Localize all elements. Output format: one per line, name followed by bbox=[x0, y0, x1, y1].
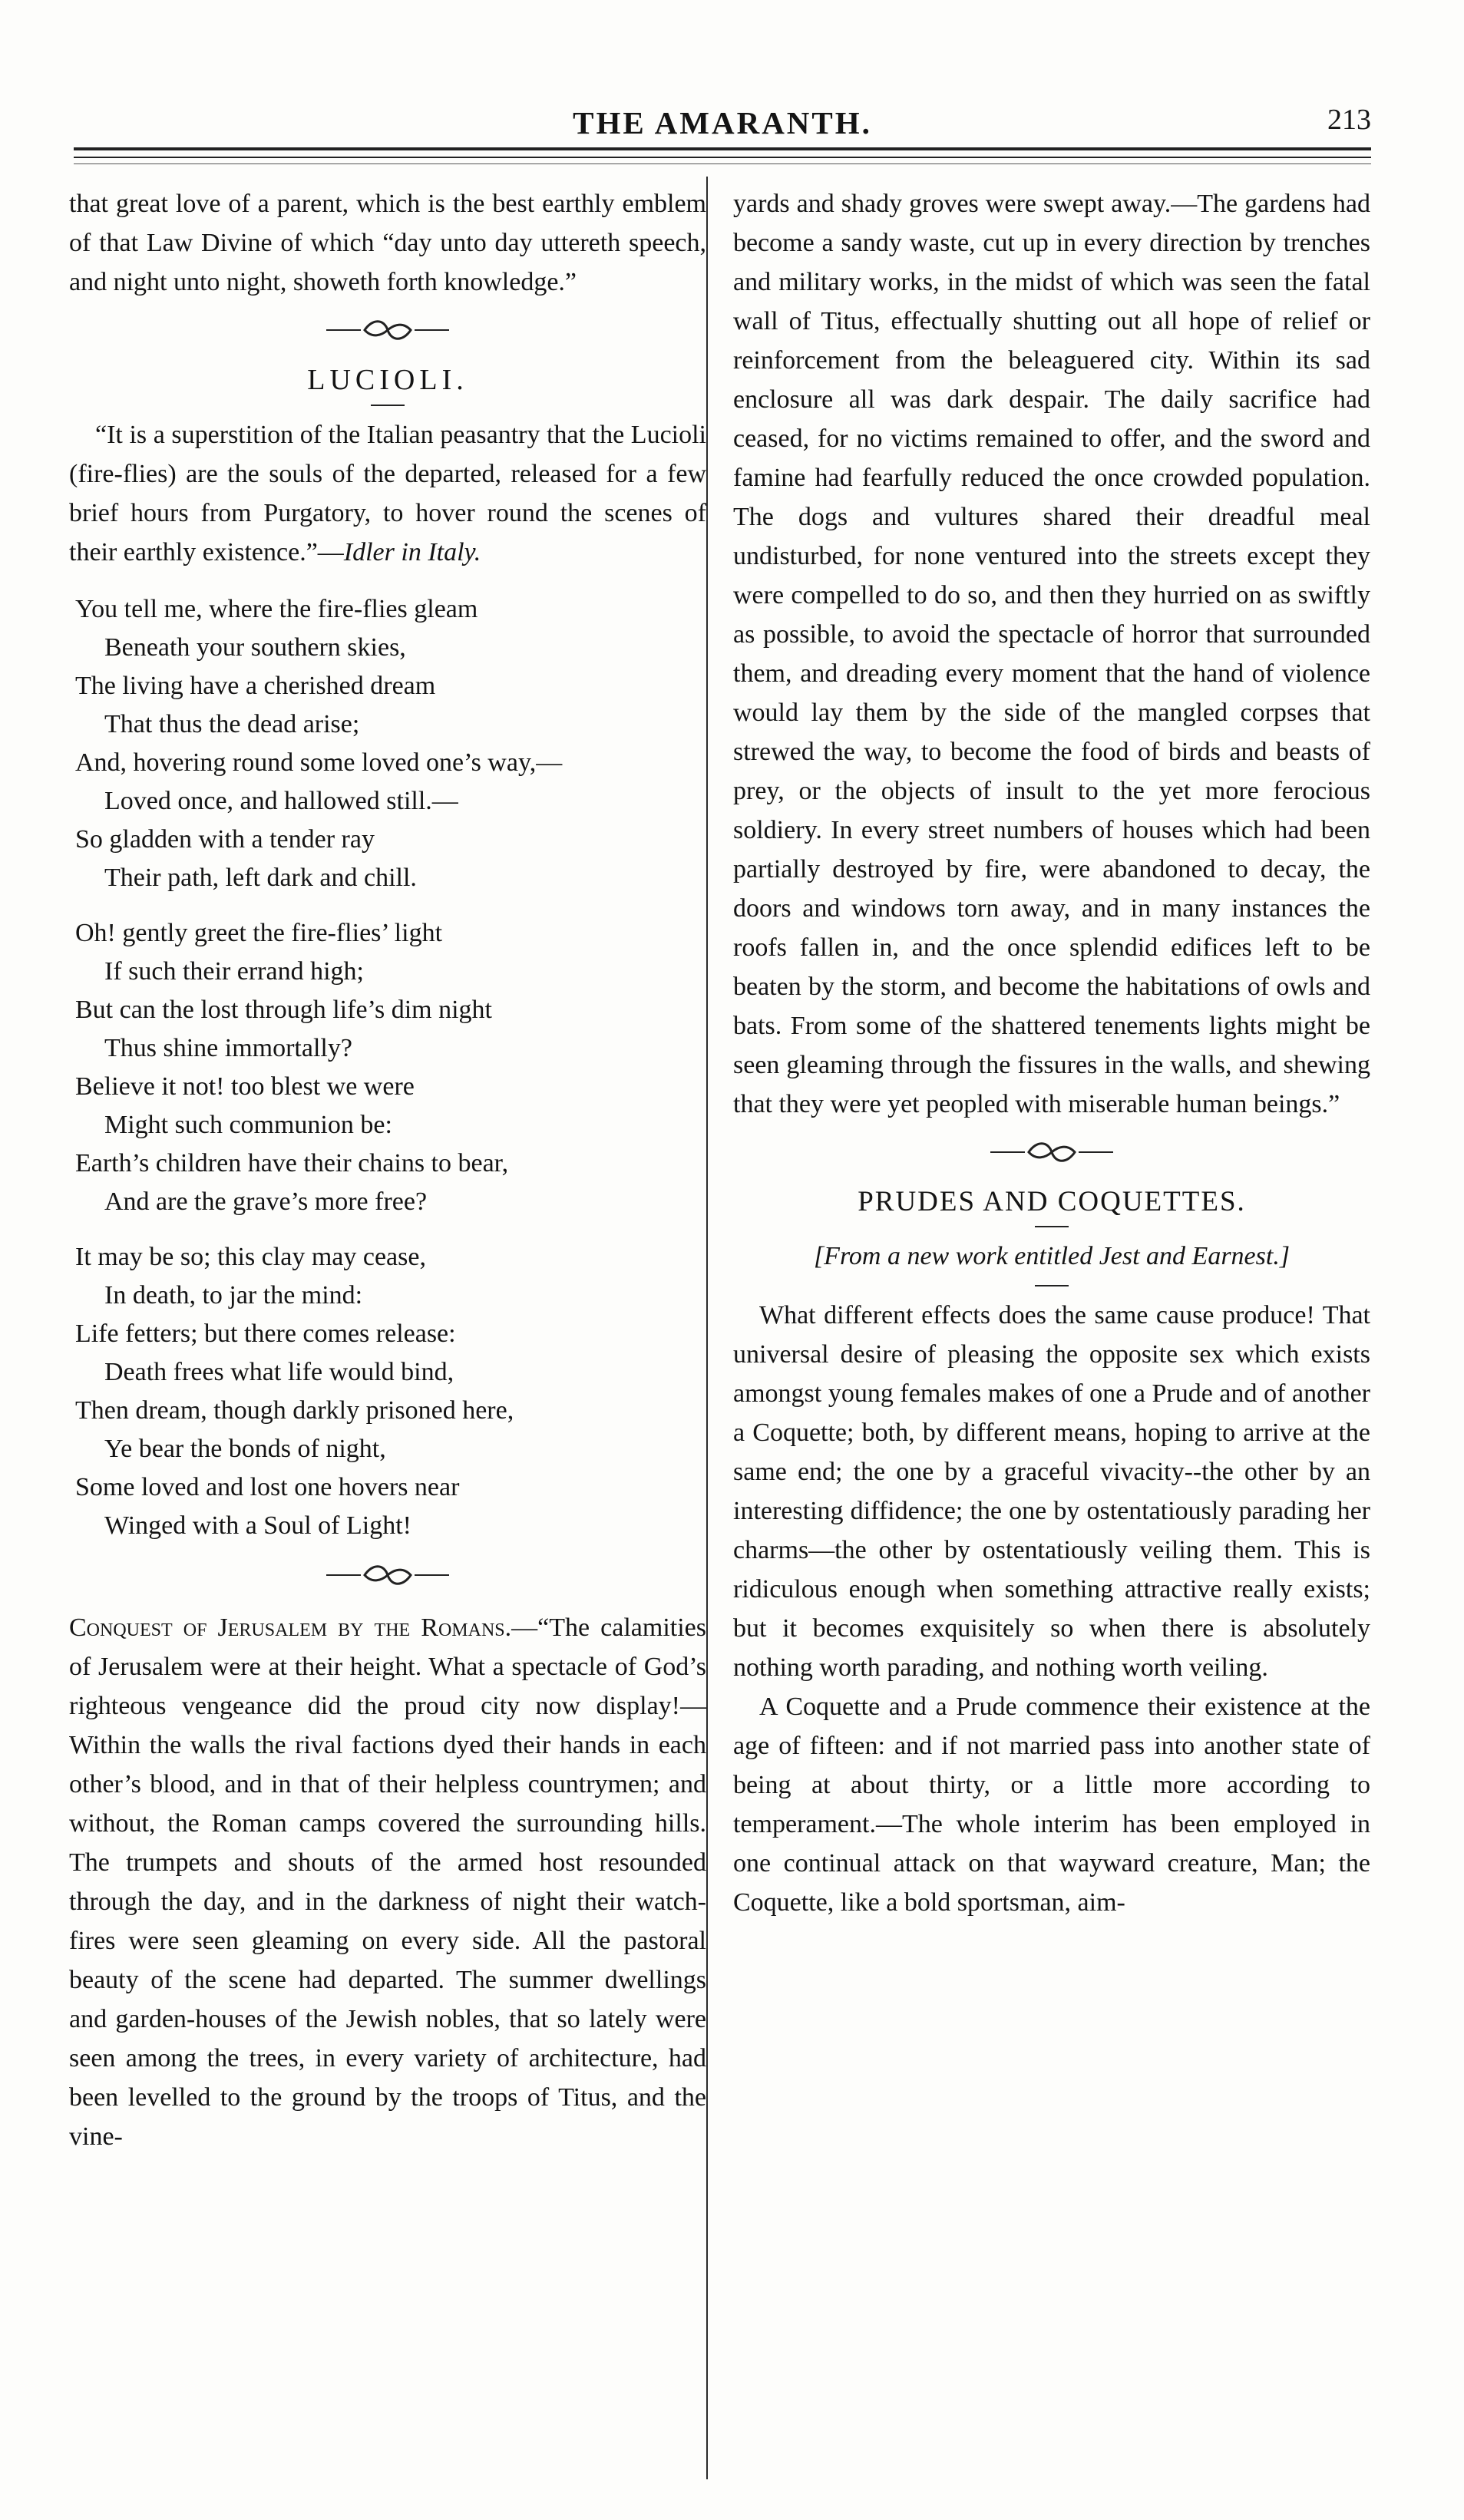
verse-line: Might such communion be: bbox=[104, 1111, 392, 1139]
journal-title: THE AMARANTH. bbox=[573, 105, 872, 140]
verse-line: You tell me, where the fire-flies gleam bbox=[75, 595, 478, 623]
header-rule bbox=[74, 163, 1371, 164]
verse-line: Loved once, and hallowed still.— bbox=[104, 787, 458, 815]
poem-stanza bbox=[69, 914, 706, 1221]
article-paragraph: What different effects does the same cause produce! That universal desire of pleasing the opposite sex which exists amongst young females makes of one a Prude and of another a Coquette; both, by different means, hoping to arrive at the same end; the one by a graceful vivacity--the other by an interesting diffidence; the one by ostentatiously parading her charms—the other by ostentatiously veiling them. This is ridiculous enough when something attractive really exists; but it becomes exquisitely so when there is absolutely nothing worth parading, and nothing worth veiling. bbox=[733, 1301, 1370, 1682]
ornament-divider bbox=[69, 1562, 706, 1588]
verse-line: If such their errand high; bbox=[104, 957, 364, 986]
poem-title: LUCIOLI. bbox=[307, 364, 468, 396]
ornament-divider bbox=[69, 317, 706, 343]
conquest-text: —“The calamities of Jerusalem were at their height. What a spectacle of God’s righteous vengeance did the proud city now display!—Within the walls the rival factions dyed their hands in each other’s blood, and in that of their helpless countrymen; and without, the Roman camps covered the surrounding hills. The trumpets and shouts of the armed host resounded through the day, and in the darkness of night their watch-fires were seen gleaming on every side. All the pastoral beauty of the scene had departed. The summer dwellings and garden-houses of the Jewish nobles, that so lately were seen among the trees, in every variety of architecture, had been levelled to the ground by the troops of Titus, and the vine- bbox=[69, 1613, 707, 2151]
epigraph-text: “It is a superstition of the Italian peasantry that the Lucioli (fire-flies) are the souls of the departed, released for a few brief hours from Purgatory, to hover round the scenes of their earthly existence.”— bbox=[69, 421, 706, 566]
poem-stanza bbox=[69, 590, 706, 897]
title-rule bbox=[1035, 1226, 1069, 1227]
page-number: 213 bbox=[1327, 104, 1371, 136]
title-rule bbox=[1035, 1285, 1069, 1286]
verse-line: That thus the dead arise; bbox=[104, 710, 360, 738]
verse-line: Life fetters; but there comes release: bbox=[75, 1319, 456, 1348]
verse-line: Then dream, though darkly prisoned here, bbox=[75, 1396, 514, 1425]
verse-line: Ye bear the bonds of night, bbox=[104, 1435, 386, 1463]
poem-stanza bbox=[69, 1238, 706, 1545]
verse-line: It may be so; this clay may cease, bbox=[75, 1243, 426, 1271]
ornament-divider bbox=[733, 1139, 1370, 1165]
header-rule bbox=[74, 157, 1371, 158]
column-divider bbox=[706, 177, 708, 2479]
ornament-flourish-icon bbox=[319, 1562, 457, 1588]
ornament-flourish-icon bbox=[983, 1139, 1121, 1165]
verse-line: And are the grave’s more free? bbox=[104, 1187, 428, 1216]
verse-line: Oh! gently greet the fire-flies’ light bbox=[75, 919, 443, 947]
verse-line: Death frees what life would bind, bbox=[104, 1358, 454, 1386]
conquest-title: Conquest of Jerusalem by the Romans. bbox=[69, 1613, 512, 1642]
epigraph-source: Idler in Italy. bbox=[343, 538, 481, 566]
conquest-article bbox=[69, 1608, 706, 2156]
verse-line: But can the lost through life’s dim night bbox=[75, 996, 493, 1024]
title-rule bbox=[371, 405, 405, 406]
verse-line: So gladden with a tender ray bbox=[75, 825, 375, 854]
verse-line: Believe it not! too blest we were bbox=[75, 1072, 415, 1101]
verse-line: And, hovering round some loved one’s way,— bbox=[75, 748, 563, 777]
verse-line: Their path, left dark and chill. bbox=[104, 864, 417, 892]
verse-line: Beneath your southern skies, bbox=[104, 633, 406, 662]
verse-line: Winged with a Soul of Light! bbox=[104, 1511, 411, 1540]
article-paragraph: A Coquette and a Prude commence their existence at the age of fifteen: and if not married pass into another state of being at about thirty, or a little more according to temperament.—The whole interim has been employed in one continual attack on that wayward creature, Man; the Coquette, like a bold sportsman, aim- bbox=[733, 1693, 1370, 1917]
article-title: PRUDES AND COQUETTES. bbox=[858, 1186, 1246, 1217]
verse-line: In death, to jar the mind: bbox=[104, 1281, 363, 1310]
article-source: [From a new work entitled Jest and Earnest.] bbox=[813, 1242, 1291, 1270]
verse-line: Thus shine immortally? bbox=[104, 1034, 352, 1062]
verse-line: Earth’s children have their chains to bear, bbox=[75, 1149, 509, 1177]
header-rule bbox=[74, 147, 1371, 150]
opening-paragraph: that great love of a parent, which is the best earthly emblem of that Law Divine of which “day unto day uttereth speech, and night unto night, showeth forth knowledge.” bbox=[69, 190, 706, 296]
right-column bbox=[733, 184, 1370, 1922]
verse-line: Some loved and lost one hovers near bbox=[75, 1473, 460, 1501]
poem-epigraph bbox=[69, 415, 706, 572]
verse-line: The living have a cherished dream bbox=[75, 672, 436, 700]
conquest-continued: yards and shady groves were swept away.—The gardens had become a sandy waste, cut up in every direction by trenches and military works, in the midst of which was seen the fatal wall of Titus, effectually shutting out all hope of relief or reinforcement from the beleaguered city. Within its sad enclosure all was dark despair. The daily sacrifice had ceased, for no victims remained to offer, and the sword and famine had fearfully reduced the once crowded population. The dogs and vultures shared their dreadful meal undisturbed, for none ventured into the streets except they were compelled to do so, and then they hurried on as swiftly as possible, to avoid the spectacle of horror that surrounded them, and dreading every moment that the hand of violence would lay them by the side of the mangled corpses that strewed the way, to become the food of birds and beasts of prey, or the objects of insult to the yet more ferocious soldiery. In every street numbers of houses which had been partially destroyed by fire, were abandoned to decay, the doors and windows torn away, and in many instances the roofs fallen in, and the once splendid edifices left to be beaten by the storm, and become the habitations of owls and bats. From some of the shattered tenements lights might be seen gleaming through the fissures in the walls, and shewing that they were yet peopled with miserable human beings.” bbox=[733, 190, 1370, 1118]
left-column bbox=[69, 184, 706, 2156]
running-head bbox=[74, 100, 1371, 154]
ornament-flourish-icon bbox=[319, 317, 457, 343]
